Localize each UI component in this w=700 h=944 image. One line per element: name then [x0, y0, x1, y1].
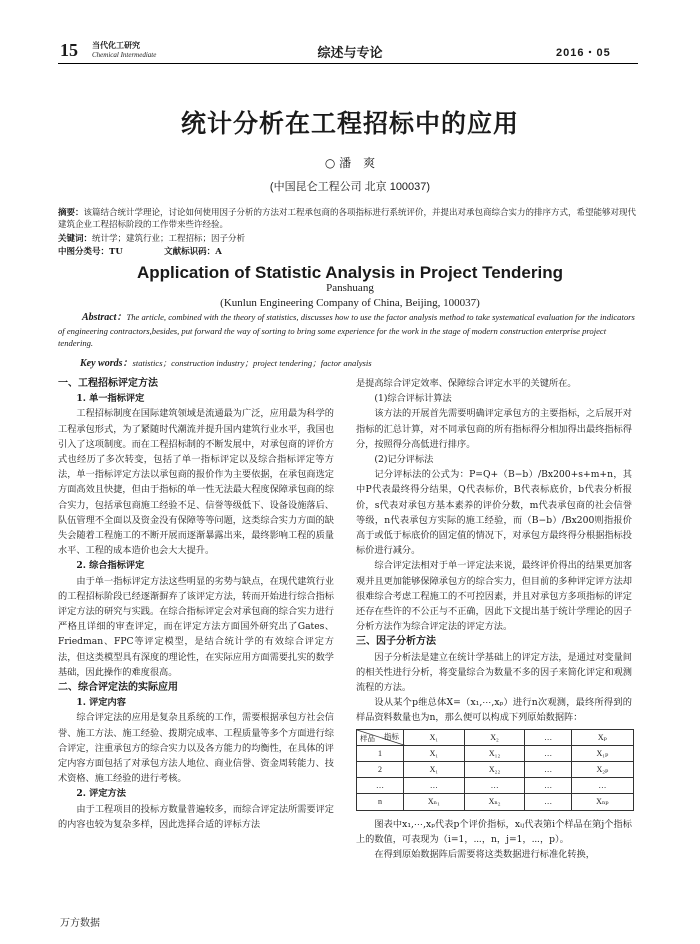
subsection-heading: 1. 单一指标评定 — [76, 393, 145, 405]
table-cell: … — [525, 794, 571, 810]
table-row — [357, 745, 634, 761]
subsection-heading: 2. 评定方法 — [76, 788, 126, 800]
paragraph: 因子分析法是建立在统计学基础上的评定方法，是通过对变量间的相关性进行分析，将变量综合为数量不多的因子来简化评定和观测流程的方法。 — [356, 651, 632, 694]
cn-classification — [58, 246, 640, 258]
table-cell: X₂₂ — [464, 762, 525, 778]
en-abstract-label: Abstract — [82, 312, 117, 323]
en-affiliation: (Kunlun Engineering Company of China, Beijing, 100037) — [220, 297, 480, 309]
table-cell: Xₙ₁ — [404, 794, 465, 810]
paragraph: (1)综合评标计算法 — [374, 393, 452, 405]
left-column — [58, 376, 334, 832]
corner-top-label: 指标 — [384, 731, 399, 741]
cn-abstract — [58, 207, 640, 231]
table-cell: 2 — [357, 762, 404, 778]
journal-name-cn: 当代化工研究 — [92, 41, 140, 50]
table-cell: X₂ₚ — [571, 762, 633, 778]
table-header-cell: Xₚ — [571, 729, 633, 745]
paragraph: 在得到原始数据阵后需要将这类数据进行标准化转换， — [374, 849, 595, 861]
table-cell: … — [357, 778, 404, 794]
data-matrix-table — [356, 729, 634, 811]
cn-keywords-text: 统计学；建筑行业；工程招标；因子分析 — [92, 234, 246, 244]
paragraph: 该方法的开展首先需要明确评定承包方的主要指标，之后展开对指标的汇总计算，对不同承包商的所有指标得分相加得出最终指标得分，按照得分高低进行排序。 — [356, 408, 632, 450]
table-header-cell: X₂ — [464, 729, 525, 745]
paragraph: 是提高综合评定效率、保障综合评定水平的关键所在。 — [356, 378, 577, 389]
table-cell: … — [525, 778, 571, 794]
doc-label: 文献标识码： — [164, 247, 216, 257]
right-column — [356, 376, 632, 862]
table-cell: … — [404, 778, 465, 794]
paragraph: 设从某个p维总体X=（x₁,⋯,xₚ）进行n次观测，最终所得到的样品资料数量也为n，那么便可以构成下列原始数据阵： — [356, 697, 632, 724]
en-author: Panshuang — [326, 282, 374, 294]
paragraph: 由于单一指标评定方法这些明显的劣势与缺点，在现代建筑行业的工程招标阶段已经逐渐摒弃了该评定方法，转而开始进行综合指标评定方法的研究与实践。在综合指标评定会对承包商的综合实力进行严格且详细的审查评定，而在评定方法方面国外研究出了Gates、Friedman、FPC等评定模型，是结合统计学的有效综合评定方法，但这类模型具有深度的理论性，在实际应用方面需要扎实的数学基础，因此操作的难度很高。 — [58, 575, 334, 678]
paragraph: 工程招标制度在国际建筑领域是流通最为广泛，应用最为科学的工程承包形式，为了紧随时代潮流并提升国内建筑行业水平，我国也引入了这项制度。而在工程招标制的不断发展中，对承包商的评价方式也经历了多次转变，包括了单一指标评定以及综合指标评定等方法，单一指标评定方法以承包商的报价作为主要依据，在承包商选定方面高效且快捷，但由于指标的单一性无法最大程度保障承包商的综合实力，包括承包商施工经验不足、信誉等级低下、设备设施落后、队伍管理不全面以及资金没有保障等等问题，这类综合实力方面的缺失会随着工程施工的不断开展而逐渐暴露出来，最终影响工程的质量水平、工程的成本造价也会大大提升。 — [58, 408, 334, 557]
table-cell: X₁ₚ — [571, 745, 633, 761]
en-keywords: Key words：statistics；construction industry；project tendering；factor analysis — [80, 358, 372, 369]
en-abstract: Abstract：The article, combined with the theory of statistics, discusses how to use the factor analysis method to take systematical evaluation for the indicators of engineering contractors,besides, put forward the way of sorting to bring some experience for the work in the stage of modern construction enterprise project tendering. — [58, 312, 635, 349]
table-cell: Xₙₚ — [571, 794, 633, 810]
table-header-cell: … — [525, 729, 571, 745]
table-row — [357, 778, 634, 794]
table-row — [357, 794, 634, 810]
table-corner-cell — [357, 729, 404, 745]
class-label: 中图分类号： — [58, 247, 110, 257]
en-title: Application of Statistic Analysis in Project Tendering — [136, 263, 563, 282]
subsection-heading: 2. 综合指标评定 — [76, 560, 145, 572]
table-cell: 1 — [357, 745, 404, 761]
section-heading-1: 一、工程招标评定方法 — [58, 378, 158, 389]
section-heading-2: 二、综合评定法的实际应用 — [58, 682, 178, 694]
table-cell: X₁₂ — [464, 745, 525, 761]
corner-bottom-label: 样品 — [360, 733, 375, 743]
footer-watermark: 万方数据 — [60, 918, 100, 929]
paragraph: 综合评定法的应用是复杂且系统的工作，需要根据承包方社会信誉、施工方法、施工经验、拨期完成率、工程质量等多个方面进行综合评定，注重承包方的综合实力以及各方能力的均衡性，在具体的评定内容方面包括了对承包方法人地位、商业信誉、资金周转能力、技术资格、施工经验的进行考核。 — [58, 712, 334, 785]
en-abstract-text: The article, combined with the theory of statistics, discusses how to use the factor analysis method to take systematical evaluation for the indicators of engineering contractors,besides, put forward the way of sorting to bring some experience for the work in the stage of modern construction enterprise project tendering. — [58, 312, 635, 349]
table-header-cell: X₁ — [404, 729, 465, 745]
table-row — [357, 762, 634, 778]
journal-name-en: Chemical Intermediate — [92, 51, 157, 59]
section-title: 综述与专论 — [317, 45, 383, 60]
table-cell: X₁ — [404, 745, 465, 761]
page-number: 15 — [60, 40, 78, 60]
paragraph: 记分评标法的公式为：P=Q+（B−b）/Bx200+s+m+n，其中P代表最终得分结果，Q代表标价，B代表标底价，b代表分析报价，s代表对承包方基本素养的评价分数，m代表承包商的社会信誉等级，n代表承包方实际的施工经验，而（B−b）/Bx200则指报价高于或低于标底价的固定值的情况下，对承包方最终得分根据指标投标价进行减分。 — [356, 469, 632, 557]
table-header-row — [357, 729, 634, 745]
en-keywords-text: statistics；construction industry；project tendering；factor analysis — [132, 358, 372, 368]
en-keywords-label: Key words — [80, 358, 123, 369]
cn-keywords — [58, 233, 640, 245]
affiliation: (中国昆仑工程公司 北京 100037) — [269, 181, 431, 193]
table-cell: Xₙ₂ — [464, 794, 525, 810]
subsection-heading: 1. 评定内容 — [76, 697, 126, 709]
table-cell: … — [464, 778, 525, 794]
table-cell: … — [525, 762, 571, 778]
issue-date: 2016・05 — [556, 47, 611, 59]
section-heading-3: 三、因子分析方法 — [356, 636, 436, 648]
table-cell: … — [571, 778, 633, 794]
article-title: 统计分析在工程招标中的应用 — [180, 110, 519, 138]
paragraph: 由于工程项目的投标方数量普遍较多，而综合评定法所需要评定的内容也较为复杂多样，因此选择合适的评标方法 — [58, 803, 334, 830]
paragraph: 图表中x₁,⋯,xₚ代表p个评价指标，xᵢⱼ代表第i个样品在第j个指标上的数值，可表现为（i=1，⋯，n，j=1，⋯，p）。 — [356, 818, 632, 845]
cn-abstract-text: 该篇结合统计学理论，讨论如何使用因子分析的方法对工程承包商的各项指标进行系统评价，并提出对承包商综合实力的排序方式，希望能够对现代建筑企业工程招标阶段的工作带来些许经验。 — [58, 208, 637, 230]
table-cell: X₁ — [404, 762, 465, 778]
header-rule — [58, 63, 638, 64]
paragraph: (2)记分评标法 — [374, 454, 434, 466]
doc-value: A — [215, 247, 222, 257]
class-value: TU — [109, 247, 123, 257]
cn-abstract-label: 摘要： — [58, 208, 84, 218]
cn-keywords-label: 关键词： — [58, 234, 93, 244]
paragraph: 综合评定法相对于单一评定法来说，最终评价得出的结果更加客观并且更加能够保障承包方的综合实力，但目前的多种评定评方法却很难综合考虑工程施工的不可控因素，并且对承包方多项指标的评定还存在些许的不公正与不正确，因此下文提出基于统计学理论的因子分析方法作为综合评定法的评定方法。 — [356, 560, 632, 633]
table-cell: … — [525, 745, 571, 761]
author: ○ 潘 爽 — [324, 156, 376, 170]
table-cell: n — [357, 794, 404, 810]
